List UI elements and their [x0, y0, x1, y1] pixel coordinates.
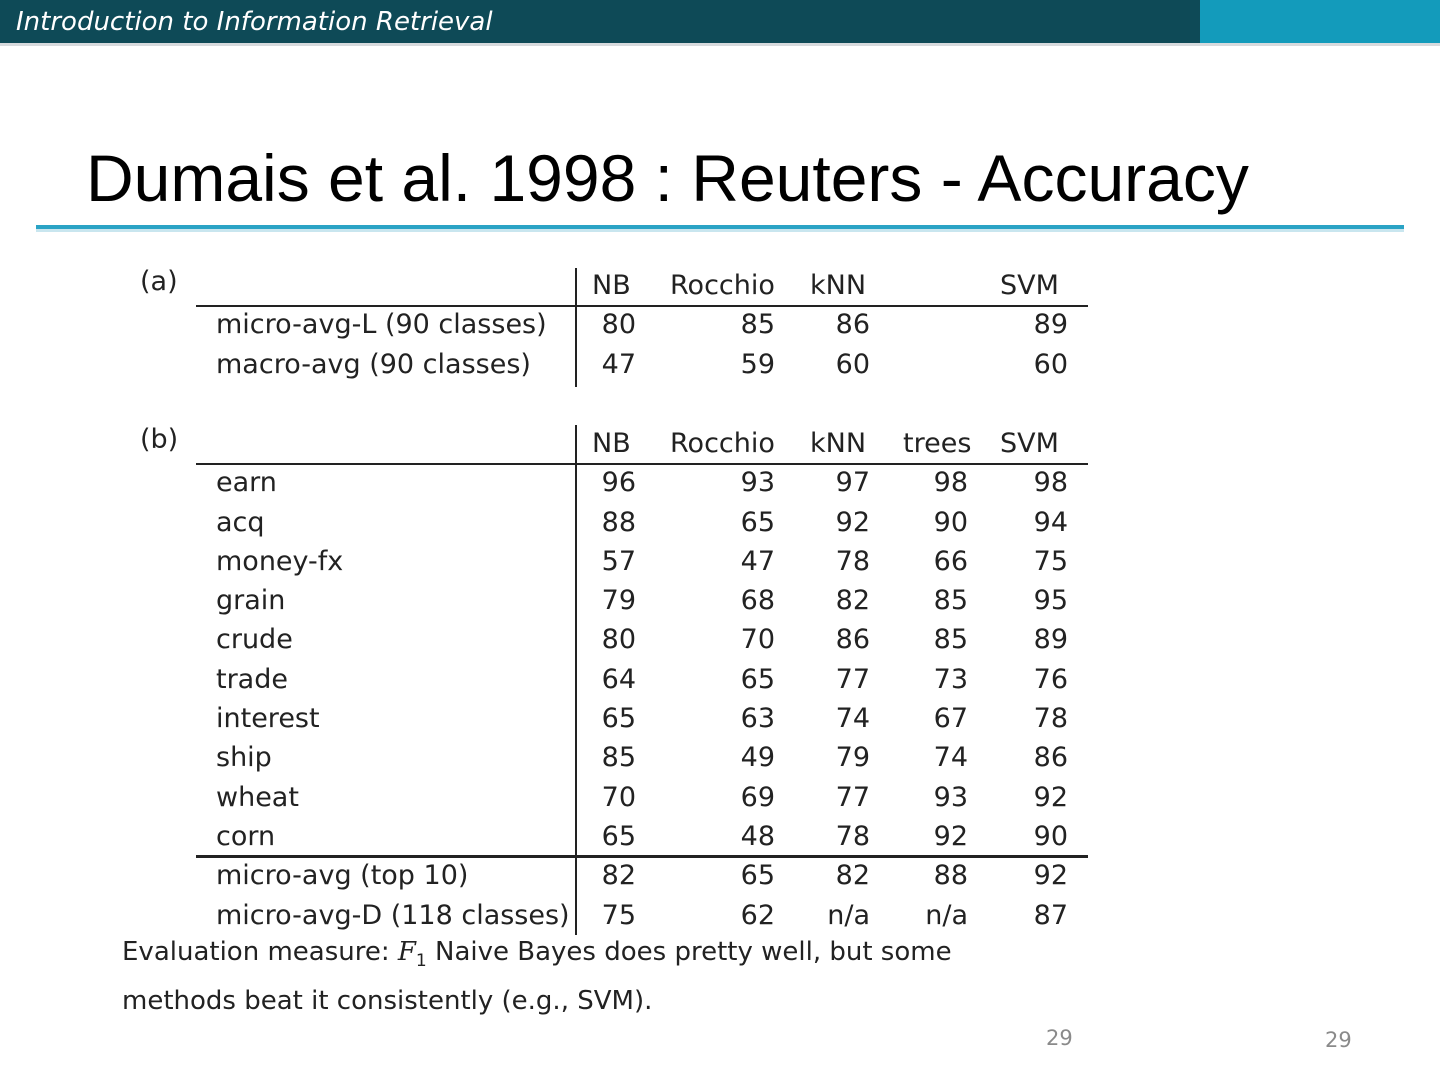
- row-label: grain: [216, 585, 286, 617]
- table-cell: 79: [601, 585, 636, 617]
- column-header: trees: [903, 428, 972, 459]
- table-cell: 86: [835, 309, 870, 341]
- table-cell: 78: [835, 820, 870, 852]
- table-row: [0, 738, 1100, 777]
- column-header: kNN: [810, 428, 867, 459]
- column-header: SVM: [1000, 270, 1059, 301]
- table-cell: 95: [1033, 585, 1068, 617]
- table-b-label: (b): [140, 424, 179, 455]
- row-label: macro-avg (90 classes): [216, 348, 531, 380]
- page-number-inner: 29: [1046, 1026, 1073, 1050]
- header-underline: [0, 43, 1440, 46]
- table-cell: 48: [740, 820, 775, 852]
- table-row: [0, 542, 1100, 581]
- table-cell: 85: [933, 624, 968, 656]
- table-cell: 94: [1033, 506, 1068, 538]
- caption-line-1-rest: Naive Bayes does pretty well, but some: [426, 937, 952, 967]
- table-cell: 92: [1033, 781, 1068, 813]
- table-cell: 93: [740, 467, 775, 499]
- table-cell: 86: [835, 624, 870, 656]
- table-cell: 79: [835, 742, 870, 774]
- table-row: [0, 699, 1100, 738]
- row-label: corn: [216, 820, 276, 852]
- table-b-header-row: [0, 424, 1100, 463]
- table-row: [0, 778, 1100, 817]
- table-a-header-row: [0, 266, 1100, 305]
- row-label: acq: [216, 506, 265, 538]
- column-header: NB: [592, 270, 631, 301]
- caption-prefix: Evaluation measure:: [122, 937, 398, 967]
- table-cell: 49: [740, 742, 775, 774]
- table-cell: 47: [740, 545, 775, 577]
- table-cell: 80: [601, 624, 636, 656]
- table-cell: 65: [740, 663, 775, 695]
- header-bar: [0, 0, 1440, 43]
- table-cell: 82: [835, 860, 870, 892]
- table-cell: 47: [601, 348, 636, 380]
- table-row: [0, 856, 1100, 895]
- table-row: [0, 620, 1100, 659]
- table-row: [0, 660, 1100, 699]
- row-label: earn: [216, 467, 277, 499]
- table-cell: 89: [1033, 624, 1068, 656]
- table-cell: 68: [740, 585, 775, 617]
- table-cell: 59: [740, 348, 775, 380]
- table-cell: 77: [835, 663, 870, 695]
- caption-measure-subscript: 1: [415, 951, 427, 972]
- table-cell: 87: [1033, 899, 1068, 931]
- table-cell: 89: [1033, 309, 1068, 341]
- table-cell: 93: [933, 781, 968, 813]
- row-label: trade: [216, 663, 288, 695]
- table-cell: 88: [601, 506, 636, 538]
- table-row: [0, 463, 1100, 502]
- table-cell: 86: [1033, 742, 1068, 774]
- table-cell: 76: [1033, 663, 1068, 695]
- table-row: [0, 503, 1100, 542]
- table-cell: 78: [835, 545, 870, 577]
- table-cell: 85: [933, 585, 968, 617]
- table-a: [0, 266, 1100, 384]
- table-a-body: [0, 305, 1100, 384]
- table-cell: 74: [933, 742, 968, 774]
- table-cell: 85: [601, 742, 636, 774]
- table-cell: 65: [601, 703, 636, 735]
- table-cell: n/a: [925, 899, 968, 931]
- table-cell: 98: [933, 467, 968, 499]
- table-cell: 64: [601, 663, 636, 695]
- page-number-outer: 29: [1325, 1028, 1352, 1052]
- row-label: micro-avg (top 10): [216, 860, 469, 892]
- table-a-label: (a): [140, 266, 178, 297]
- table-cell: 75: [601, 899, 636, 931]
- table-cell: 97: [835, 467, 870, 499]
- table-row: [0, 345, 1100, 384]
- row-label: micro-avg-L (90 classes): [216, 309, 547, 341]
- table-cell: 90: [933, 506, 968, 538]
- table-cell: 90: [1033, 820, 1068, 852]
- table-cell: 92: [1033, 860, 1068, 892]
- slide-title: Dumais et al. 1998 : Reuters - Accuracy: [86, 141, 1249, 215]
- table-cell: n/a: [827, 899, 870, 931]
- row-label: wheat: [216, 781, 299, 813]
- column-header: SVM: [1000, 428, 1059, 459]
- header-bar-accent: [1200, 0, 1440, 43]
- table-cell: 70: [740, 624, 775, 656]
- table-cell: 85: [740, 309, 775, 341]
- table-cell: 73: [933, 663, 968, 695]
- table-row: [0, 581, 1100, 620]
- table-cell: 65: [601, 820, 636, 852]
- table-cell: 78: [1033, 703, 1068, 735]
- row-label: interest: [216, 703, 320, 735]
- caption-line-1: [122, 932, 952, 981]
- course-title: Introduction to Information Retrieval: [16, 7, 493, 37]
- row-label: crude: [216, 624, 293, 656]
- table-b-summary: [0, 856, 1100, 935]
- table-row: [0, 817, 1100, 856]
- row-label: micro-avg-D (118 classes): [216, 899, 570, 931]
- table-cell: 60: [835, 348, 870, 380]
- table-cell: 62: [740, 899, 775, 931]
- table-cell: 82: [601, 860, 636, 892]
- table-cell: 98: [1033, 467, 1068, 499]
- table-cell: 88: [933, 860, 968, 892]
- title-rule-shadow: [36, 229, 1404, 232]
- table-cell: 75: [1033, 545, 1068, 577]
- caption-line-2: methods beat it consistently (e.g., SVM).: [122, 986, 653, 1017]
- table-cell: 69: [740, 781, 775, 813]
- table-cell: 65: [740, 860, 775, 892]
- column-header: Rocchio: [670, 270, 775, 301]
- table-row: [0, 896, 1100, 935]
- caption-measure: F: [397, 937, 416, 967]
- table-cell: 66: [933, 545, 968, 577]
- column-header: Rocchio: [670, 428, 775, 459]
- table-cell: 63: [740, 703, 775, 735]
- table-cell: 96: [601, 467, 636, 499]
- table-cell: 57: [601, 545, 636, 577]
- table-row: [0, 305, 1100, 344]
- row-label: money-fx: [216, 545, 344, 577]
- table-b-body: [0, 463, 1100, 856]
- table-cell: 65: [740, 506, 775, 538]
- table-cell: 82: [835, 585, 870, 617]
- table-cell: 77: [835, 781, 870, 813]
- column-header: kNN: [810, 270, 867, 301]
- table-cell: 74: [835, 703, 870, 735]
- table-cell: 70: [601, 781, 636, 813]
- table-cell: 67: [933, 703, 968, 735]
- table-cell: 92: [933, 820, 968, 852]
- column-header: NB: [592, 428, 631, 459]
- row-label: ship: [216, 742, 272, 774]
- caption: [122, 932, 952, 1021]
- table-cell: 60: [1033, 348, 1068, 380]
- table-cell: 80: [601, 309, 636, 341]
- table-b: [0, 424, 1100, 935]
- table-cell: 92: [835, 506, 870, 538]
